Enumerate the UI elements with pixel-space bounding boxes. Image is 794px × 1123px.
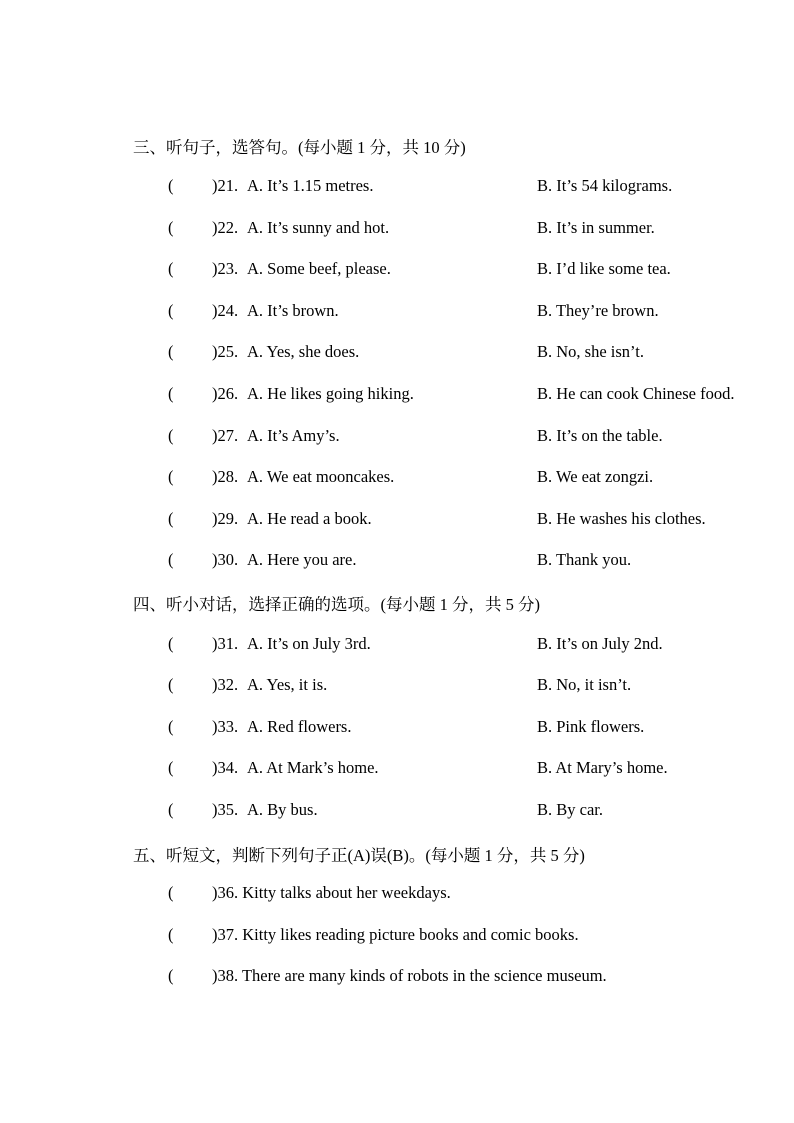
question-number: )29. bbox=[212, 509, 239, 528]
option-a: A. It’s Amy’s. bbox=[247, 426, 340, 445]
option-a: A. He read a book. bbox=[247, 509, 372, 528]
option-b: B. By car. bbox=[537, 800, 603, 819]
question-number: )27. bbox=[212, 426, 239, 445]
option-a: A. Red flowers. bbox=[247, 717, 352, 736]
question-number: )35. bbox=[212, 800, 239, 819]
answer-blank[interactable]: ( bbox=[168, 176, 174, 195]
answer-blank[interactable]: ( bbox=[168, 259, 174, 278]
option-a: A. Here you are. bbox=[247, 550, 357, 569]
option-b: B. It’s on the table. bbox=[537, 426, 663, 445]
answer-blank[interactable]: ( bbox=[168, 509, 174, 528]
question-number: )24. bbox=[212, 301, 239, 320]
answer-blank[interactable]: ( bbox=[168, 717, 174, 736]
option-a: A. It’s 1.15 metres. bbox=[247, 176, 374, 195]
answer-blank[interactable]: ( bbox=[168, 966, 174, 985]
answer-blank[interactable]: ( bbox=[168, 550, 174, 569]
question-number: )26. bbox=[212, 384, 239, 403]
question-number: )25. bbox=[212, 342, 239, 361]
option-a: A. Yes, it is. bbox=[247, 675, 328, 694]
question-number: )28. bbox=[212, 467, 239, 486]
question-number: )23. bbox=[212, 259, 239, 278]
option-b: B. It’s 54 kilograms. bbox=[537, 176, 673, 195]
answer-blank[interactable]: ( bbox=[168, 426, 174, 445]
statement-text: )37. Kitty likes reading picture books and comic books. bbox=[212, 925, 579, 944]
option-b: B. He can cook Chinese food. bbox=[537, 384, 735, 403]
answer-blank[interactable]: ( bbox=[168, 342, 174, 361]
question-number: )31. bbox=[212, 634, 239, 653]
option-b: B. We eat zongzi. bbox=[537, 467, 654, 486]
question-number: )22. bbox=[212, 218, 239, 237]
option-a: A. By bus. bbox=[247, 800, 318, 819]
option-b: B. I’d like some tea. bbox=[537, 259, 671, 278]
question-number: )34. bbox=[212, 758, 239, 777]
question-number: )30. bbox=[212, 550, 239, 569]
option-a: A. Yes, she does. bbox=[247, 342, 360, 361]
option-a: A. He likes going hiking. bbox=[247, 384, 414, 403]
option-b: B. At Mary’s home. bbox=[537, 758, 668, 777]
option-b: B. Thank you. bbox=[537, 550, 632, 569]
option-b: B. No, she isn’t. bbox=[537, 342, 644, 361]
answer-blank[interactable]: ( bbox=[168, 467, 174, 486]
answer-blank[interactable]: ( bbox=[168, 384, 174, 403]
answer-blank[interactable]: ( bbox=[168, 301, 174, 320]
option-b: B. He washes his clothes. bbox=[537, 509, 706, 528]
question-number: )21. bbox=[212, 176, 239, 195]
answer-blank[interactable]: ( bbox=[168, 675, 174, 694]
option-b: B. No, it isn’t. bbox=[537, 675, 632, 694]
answer-blank[interactable]: ( bbox=[168, 758, 174, 777]
option-a: A. It’s on July 3rd. bbox=[247, 634, 371, 653]
statement-text: )36. Kitty talks about her weekdays. bbox=[212, 883, 451, 902]
section-3-title: 三、听句子，选答句。(每小题 1 分，共 10 分) bbox=[133, 138, 466, 157]
statement-text: )38. There are many kinds of robots in the science museum. bbox=[212, 966, 607, 985]
section-5-title: 五、听短文，判断下列句子正(A)误(B)。(每小题 1 分，共 5 分) bbox=[133, 846, 585, 865]
option-a: A. It’s brown. bbox=[247, 301, 339, 320]
answer-blank[interactable]: ( bbox=[168, 883, 174, 902]
option-b: B. It’s in summer. bbox=[537, 218, 655, 237]
option-a: A. We eat mooncakes. bbox=[247, 467, 395, 486]
answer-blank[interactable]: ( bbox=[168, 634, 174, 653]
option-b: B. They’re brown. bbox=[537, 301, 659, 320]
option-b: B. Pink flowers. bbox=[537, 717, 645, 736]
answer-blank[interactable]: ( bbox=[168, 925, 174, 944]
question-number: )33. bbox=[212, 717, 239, 736]
answer-blank[interactable]: ( bbox=[168, 218, 174, 237]
option-a: A. Some beef, please. bbox=[247, 259, 391, 278]
answer-blank[interactable]: ( bbox=[168, 800, 174, 819]
option-b: B. It’s on July 2nd. bbox=[537, 634, 663, 653]
question-number: )32. bbox=[212, 675, 239, 694]
section-4-title: 四、听小对话，选择正确的选项。(每小题 1 分，共 5 分) bbox=[133, 595, 540, 614]
option-a: A. At Mark’s home. bbox=[247, 758, 379, 777]
option-a: A. It’s sunny and hot. bbox=[247, 218, 390, 237]
